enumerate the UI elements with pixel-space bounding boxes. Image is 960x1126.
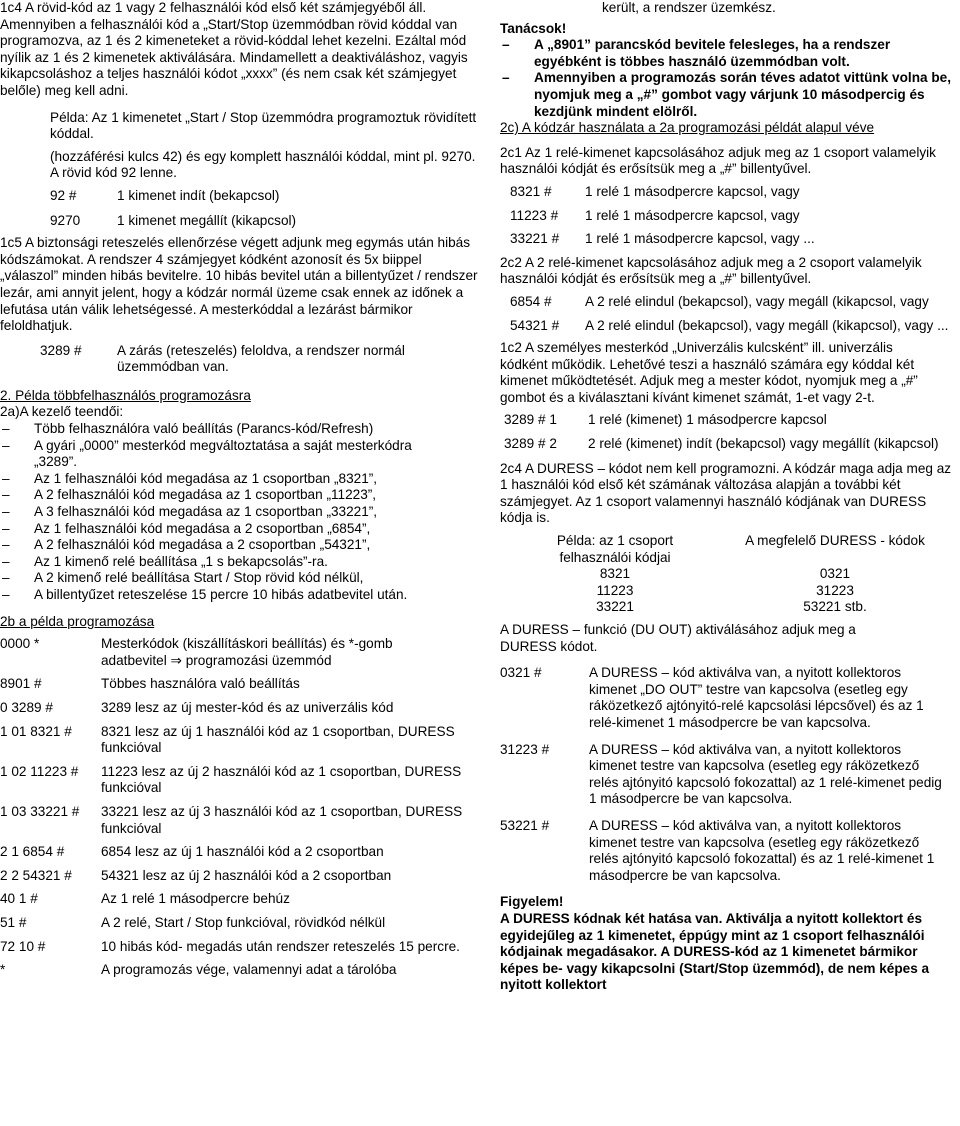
code-desc: 1 kimenet megállít (kikapcsol) (117, 212, 297, 228)
prog-row (0, 962, 480, 979)
prog-code: 1 02 11223 # (0, 763, 79, 779)
code-key: 9270 (50, 212, 81, 228)
list-item: – Több felhasználóra való beállítás (Parancs-kód/Refresh) (0, 421, 450, 438)
list-item: – Az 1 felhasználói kód megadása az 1 csoportban „8321”, (0, 471, 450, 488)
codes-2c2 (500, 294, 952, 334)
code-key: 31223 # (500, 741, 550, 757)
code-desc: 2 relé (kimenet) indít (bekapcsol) vagy megállít (kikapcsol) (588, 436, 939, 452)
prog-code: 40 1 # (0, 891, 38, 907)
paragraph-1c2: 1c2 A személyes mesterkód „Univerzális kulcsként” ill. univerzális kódként működik. Lehetővé teszi a használó számára egy kóddal két kimenet működtetését. Adjuk meg a mester kódot, nyomjuk meg a „#” gombot és a kiválasztani kívánt kimenet számát, 1-et vagy 2-t. (500, 340, 918, 405)
prog-desc: Az 1 relé 1 másodpercre behúz (101, 891, 290, 907)
code-row (510, 294, 952, 311)
code-desc: 1 relé 1 másodpercre kapcsol, vagy ... (585, 231, 815, 247)
prog-row (0, 636, 480, 669)
code-desc: 1 relé 1 másodpercre kapcsol, vagy (585, 207, 800, 223)
code-row (50, 188, 480, 205)
list-item: – A gyári „0000” mesterkód megváltoztatása a saját mesterkódra „3289”. (0, 438, 450, 471)
list-item: – A 2 felhasználói kód megadása a 2 csoportban „54321”, (0, 537, 450, 554)
list-item: – Az 1 kimenő relé beállítása „1 s bekapcsolás”-ra. (0, 554, 450, 571)
prog-desc: 33221 lesz az új 3 használói kód az 1 csoportban, DURESS funkcióval (101, 803, 463, 836)
code-key: 53221 # (500, 817, 550, 833)
code-key: 11223 # (510, 207, 559, 223)
table-header: A megfelelő DURESS - kódok (745, 533, 925, 549)
paragraph-duress: A DURESS – funkció (DU OUT) aktiválásához adjuk meg a DURESS kódot. (500, 622, 856, 654)
paragraph-2c1: 2c1 Az 1 relé-kimenet kapcsolásához adjuk meg az 1 csoport valamelyik használói kódját és erősítsük meg a „#” billentyűvel. (500, 144, 936, 177)
example-1c4 (0, 110, 480, 230)
prog-code: 0000 * (0, 636, 40, 652)
duress-row (500, 818, 952, 884)
prog-desc: 6854 lesz az új 1 használói kód a 2 csoportban (101, 844, 384, 860)
prog-desc: 54321 lesz az új 2 használói kód a 2 csoportban (101, 867, 392, 883)
operator-steps-list (0, 421, 480, 604)
prog-row (0, 844, 480, 861)
code-key: 8321 # (510, 183, 552, 199)
list-item: – Az 1 felhasználói kód megadása a 2 csoportban „6854”, (0, 521, 450, 538)
example-text-2: (hozzáférési kulcs 42) és egy komplett használói kóddal, mint pl. 9270. A rövid kód 92 lenne. (50, 148, 476, 181)
continuation-text: került, a rendszer üzemkész. (602, 0, 776, 15)
code-desc: A zárás (reteszelés) feloldva, a rendszer normál üzemmódban van. (117, 342, 405, 375)
table-cell: 8321 (599, 566, 631, 582)
codes-1c2 (500, 412, 952, 452)
prog-desc: 3289 lesz az új mester-kód és az univerzális kód (101, 699, 394, 715)
code-key: 0321 # (500, 665, 542, 681)
paragraph-1c4: 1c4 A rövid-kód az 1 vagy 2 felhasználói kód első két számjegyéből áll. Amennyiben a felhasználói kód a „Start/Stop üzemmódban rövid kóddal van programozva, az 1 és 2 kimeneteket a rövid-kóddal lehet kezelni. Ezáltal mód nyílik az 1 és 2 kimenetek aktiválására. Mindamellett a deaktiváláshoz, vagyis kikapcsoláshoz a teljes használói kódot „xxxx” (és nem csak két számjegyet belőle) meg kell adni. (0, 0, 468, 98)
prog-row (0, 676, 480, 693)
prog-desc: 8321 lesz az új 1 használói kód az 1 csoportban, DURESS funkcióval (101, 723, 455, 756)
prog-desc: A programozás vége, valamennyi adat a tárolóba (101, 962, 397, 978)
prog-code: 72 10 # (0, 938, 46, 954)
prog-row (0, 891, 480, 908)
duress-row (500, 742, 952, 808)
warning-title: Figyelem! (500, 894, 564, 910)
duress-codes (500, 665, 952, 884)
example-text-1: Példa: Az 1 kimenetet „Start / Stop üzemmódra programoztuk rövidített kóddal. (50, 109, 477, 142)
prog-code: * (0, 962, 6, 978)
code-key: 3289 # (40, 342, 82, 358)
paragraph-2c2: 2c2 A 2 relé-kimenet kapcsolásához adjuk meg a 2 csoport valamelyik használói kódját és erősítsük meg a „#” billentyűvel. (500, 254, 922, 287)
prog-row (0, 764, 480, 797)
prog-code: 0 3289 # (0, 699, 53, 715)
code-desc: A 2 relé elindul (bekapcsol), vagy megáll (kikapcsol), vagy ... (585, 317, 949, 333)
section-heading-2c: 2c) A kódzár használata a 2a programozási példát alapul véve (500, 120, 875, 136)
prog-desc (101, 636, 480, 669)
code-desc: 1 relé 1 másodpercre kapcsol, vagy (585, 183, 800, 199)
prog-row (0, 804, 480, 837)
code-row (510, 208, 952, 225)
section-heading-2: 2. Példa többfelhasználós programozásra (0, 387, 251, 403)
tip-item: – Amennyiben a programozás során téves adatot vittünk volna be, nyomjuk meg a „#” gombot vagy várjunk 10 másodpercig és kezdjünk mindent elölről. (500, 70, 952, 120)
list-item: – A 3 felhasználói kód megadása az 1 csoportban „33221”, (0, 504, 450, 521)
prog-desc-text: programozási üzemmód (185, 652, 332, 668)
code-key: 6854 # (510, 293, 552, 309)
code-key: 92 # (50, 187, 77, 203)
paragraph-1c5: 1c5 A biztonsági reteszelés ellenőrzése végett adjunk meg egymás után hibás kódszámokat. A rendszer 4 számjegyet kódként azonosít és 5x biippel „válaszol” minden hibás bevitelre. 10 hibás bevitel után a billentyűzet / rendszer lezár, ami annyit jelent, hogy a kódzár normál üzeme csak ennek az időnek a lefutása után válik lehetségessé. A mesterkóddal a lezárást bármikor feloldhatjuk. (0, 235, 478, 334)
subheading-2b: 2b a példa programozása (0, 613, 155, 629)
code-row (50, 213, 480, 230)
prog-code: 2 2 54321 # (0, 867, 72, 883)
code-key: 54321 # (510, 317, 560, 333)
table-cell: 0321 (819, 566, 851, 582)
tips-title: Tanácsok! (500, 20, 567, 36)
prog-desc: A 2 relé, Start / Stop funkcióval, rövidkód nélkül (101, 914, 386, 930)
code-desc: A 2 relé elindul (bekapcsol), vagy megáll (kikapcsol, vagy (585, 293, 929, 309)
code-desc: 1 relé (kimenet) 1 másodpercre kapcsol (588, 412, 827, 428)
code-desc: A DURESS – kód aktiválva van, a nyitott kollektoros kimenet testre van kapcsolva (esetleg egy ráközetkező relés ajtónyitó kapcsoló fokozattal) és az 1 relé-kimenet 1 másodpercre be van kapcsolva. (589, 817, 935, 883)
code-row (504, 436, 952, 453)
prog-desc: 11223 lesz az új 2 használói kód az 1 csoportban, DURESS funkcióval (101, 763, 462, 796)
prog-code: 8901 # (0, 676, 42, 692)
list-item: – A 2 kimenő relé beállítása Start / Stop rövid kód nélkül, (0, 570, 450, 587)
code-key: 3289 # 2 (504, 436, 557, 452)
right-column (500, 0, 952, 994)
tip-item: – A „8901” parancskód bevitele felesleges, ha a rendszer egyébként is többes használó üzemmódban volt. (500, 37, 952, 70)
implies-arrow-icon: ⇒ (170, 652, 182, 669)
codes-2c1 (500, 184, 952, 248)
prog-code: 1 03 33221 # (0, 803, 80, 819)
code-row (504, 412, 952, 429)
code-key: 33221 # (510, 231, 560, 247)
table-header: Példa: az 1 csoport felhasználói kódjai (556, 533, 674, 565)
table-cell: 33221 (596, 599, 634, 615)
paragraph-2c4: 2c4 A DURESS – kódot nem kell programozni. A kódzár maga adja meg az 1 használói kód első két számának változása alapján a további két számjegyet. Az 1 csoport valamennyi használó kódjának van DURESS kódja is. (500, 460, 952, 526)
table-cell: 31223 (816, 582, 854, 598)
prog-row (0, 915, 480, 932)
prog-desc: Többes használóra való beállítás (101, 676, 300, 692)
code-row (510, 184, 952, 201)
prog-code: 51 # (0, 914, 27, 930)
prog-code: 1 01 8321 # (0, 723, 72, 739)
prog-row (0, 700, 480, 717)
code-row (510, 231, 952, 248)
code-row-3289 (0, 343, 480, 376)
warning-text: A DURESS kódnak két hatása van. Aktiválja a nyitott kollektort és egyidejűleg az 1 kimenetet, éppúgy mint az 1 csoport felhasználói kódjainak megadásakor. A DURESS-kód az 1 kimenetet bármikor képes be- vagy kikapcsolni (Start/Stop üzemmód), de nem képes a nyitott kollektort (500, 910, 930, 993)
prog-row (0, 868, 480, 885)
code-desc: 1 kimenet indít (bekapcsol) (117, 187, 280, 203)
list-item: – A 2 felhasználói kód megadása az 1 csoportban „11223”, (0, 487, 450, 504)
left-column (0, 0, 480, 979)
code-key: 3289 # 1 (504, 412, 557, 428)
table-cell: 11223 (596, 582, 634, 598)
subheading-2a: 2a)A kezelő teendői: (0, 404, 124, 420)
prog-desc: 10 hibás kód- megadás után rendszer reteszelés 15 percre. (101, 938, 460, 954)
prog-desc-text: Mesterkódok (kiszállításkori beállítás) és *-gomb adatbevitel (101, 636, 393, 668)
duress-code-table (530, 533, 952, 616)
tips-list (500, 37, 952, 120)
duress-row (500, 665, 952, 731)
prog-code: 2 1 6854 # (0, 844, 65, 860)
prog-row (0, 724, 480, 757)
code-desc: A DURESS – kód aktiválva van, a nyitott kollektoros kimenet testre van kapcsolva (esetleg egy ráközetkező relés ajtónyitó kapcsoló fokozattal) az 1 relé-kimenet pedig 1 másodpercre be van kapcsolva. (589, 741, 942, 807)
list-item: – A billentyűzet reteszelése 15 percre 10 hibás adatbevitel után. (0, 587, 450, 604)
table-cell: 53221 stb. (803, 599, 867, 615)
code-row (510, 318, 952, 335)
code-desc: A DURESS – kód aktiválva van, a nyitott kollektoros kimenet „DO OUT” testre van kapcsolva (esetleg egy ráközetkező ajtónyitó-relé kapcsolási lépcsővel) és az 1 relé-kimenet 1 másodpercre be van kapcsolva. (589, 665, 924, 730)
prog-row (0, 939, 480, 956)
programming-table (0, 636, 480, 979)
